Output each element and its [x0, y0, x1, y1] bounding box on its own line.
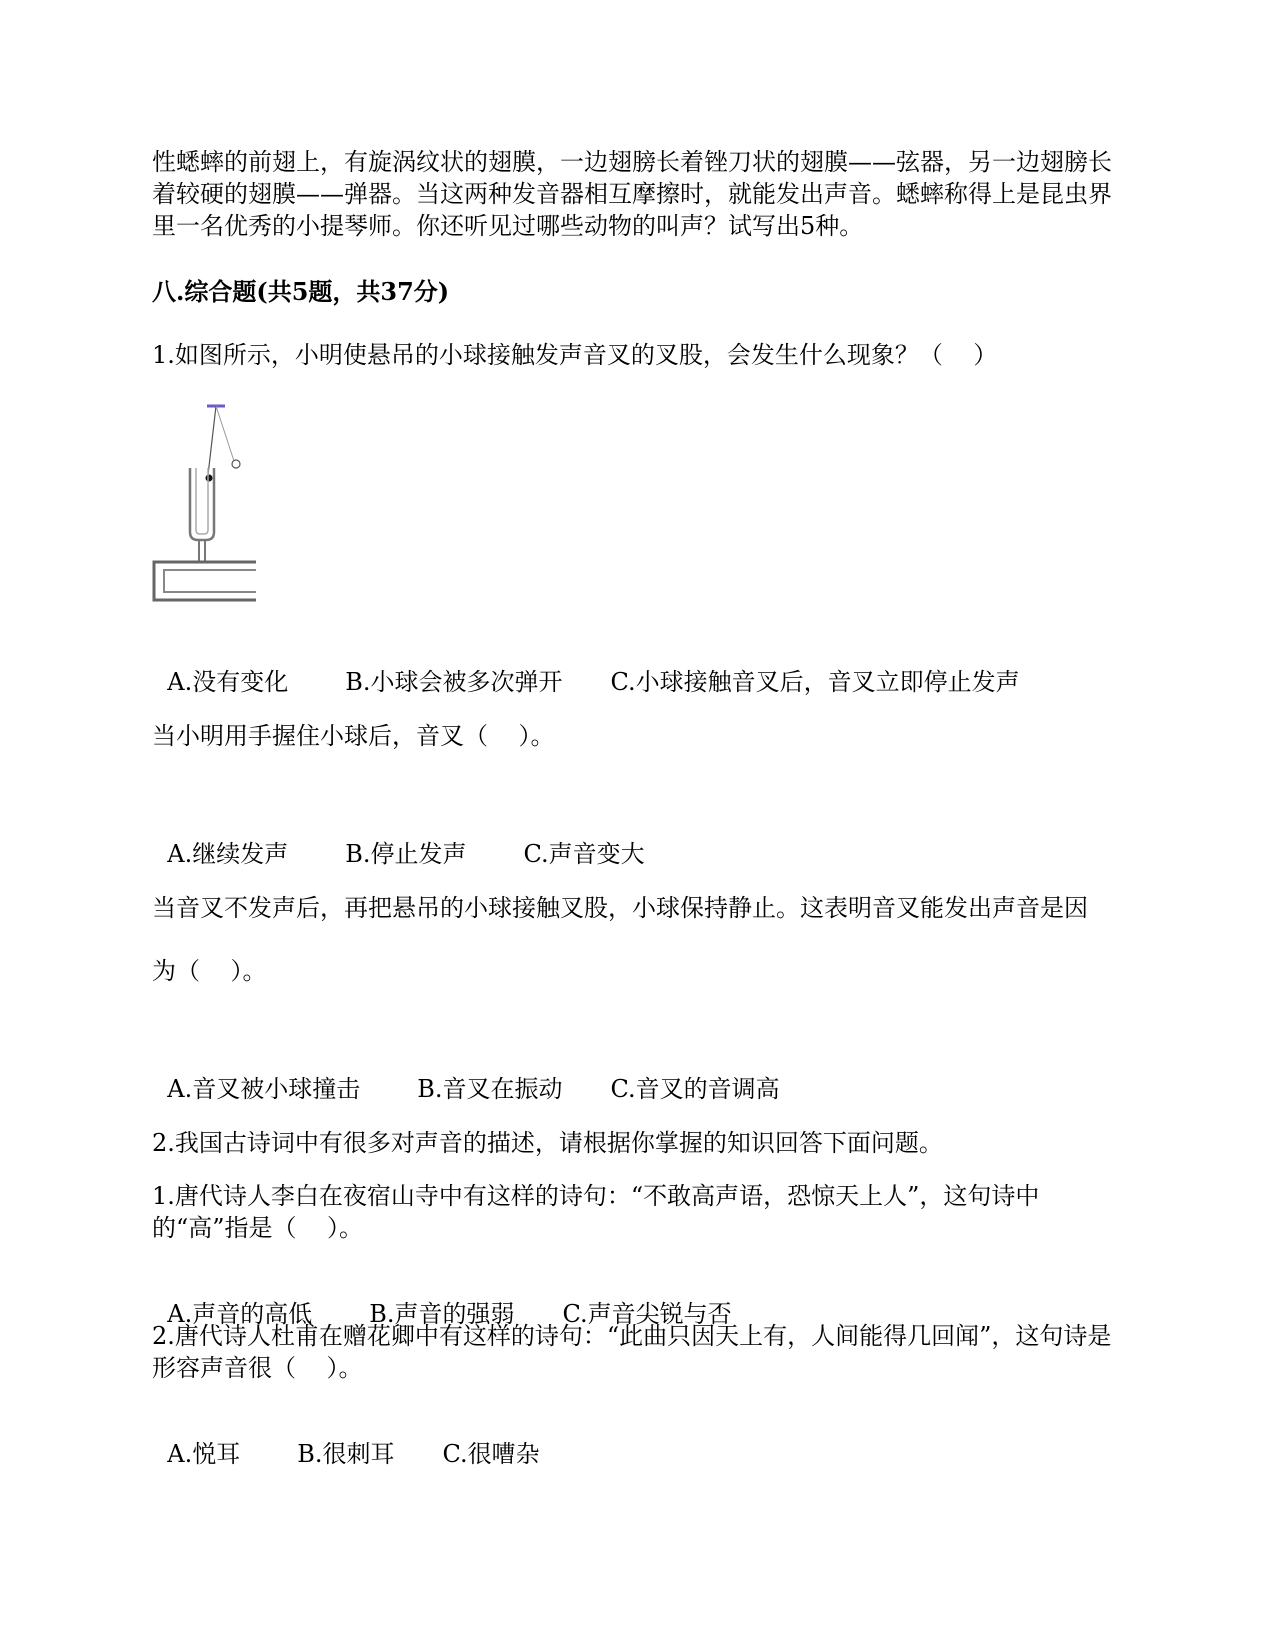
q1-option-c-b[interactable]: B.音叉在振动 [417, 1075, 563, 1103]
q2-sub2: 2.唐代诗人杜甫在赠花卿中有这样的诗句：“此曲只因天上有，人间能得几回闻”，这句诗是形容声音很（ ）。 [152, 1322, 1112, 1382]
q1-sub3-line2: 为（ ）。 [152, 957, 267, 985]
q1-option-b-c[interactable]: C.声音变大 [523, 840, 645, 868]
q1-sub2: 当小明用手握住小球后，音叉（ ）。 [152, 722, 555, 750]
q1-option-a-c[interactable]: C.小球接触音叉后，音叉立即停止发声 [610, 668, 1020, 696]
q2-sub2-option-b[interactable]: B.很刺耳 [297, 1440, 395, 1468]
q1-stem: 1.如图所示，小明使悬吊的小球接触发声音叉的叉股，会发生什么现象？（ ） [152, 341, 998, 369]
q2-stem: 2.我国古诗词中有很多对声音的描述，请根据你掌握的知识回答下面问题。 [152, 1129, 943, 1157]
tuning-fork-figure [152, 400, 262, 605]
q1-option-a-b[interactable]: B.小球会被多次弹开 [345, 668, 563, 696]
intro-paragraph: 性蟋蟀的前翅上，有旋涡纹状的翅膜，一边翅膀长着锉刀状的翅膜——弦器，另一边翅膀长着较硬的翅膜——弹器。当这两种发音器相互摩擦时，就能发出声音。蟋蟀称得上是昆虫界里一名优秀的小提琴师。你还听见过哪些动物的叫声？试写出5种。 [152, 148, 1112, 240]
q2-sub2-options [152, 1406, 1127, 1470]
q1-options-b [152, 806, 1127, 870]
q2-sub2-option-c[interactable]: C.很嘈杂 [442, 1440, 540, 1468]
q1-option-b-a[interactable]: A.继续发声 [167, 840, 289, 868]
q1-option-c-a[interactable]: A.音叉被小球撞击 [167, 1075, 361, 1103]
q1-options-a [152, 634, 1127, 698]
q2-sub1-option-a[interactable]: A.声音的高低 [167, 1300, 313, 1328]
q2-sub1-option-b[interactable]: B.声音的强弱 [369, 1300, 515, 1328]
q1-sub3-line1: 当音叉不发声后，再把悬吊的小球接触叉股，小球保持静止。这表明音叉能发出声音是因 [152, 894, 1088, 922]
section-heading: 八.综合题(共5题，共37分) [152, 277, 450, 306]
q2-sub1: 1.唐代诗人李白在夜宿山寺中有这样的诗句：“不敢高声语，恐惊天上人”，这句诗中的“高”指是（ ）。 [152, 1182, 1040, 1242]
q1-option-b-b[interactable]: B.停止发声 [345, 840, 467, 868]
q2-sub2-option-a[interactable]: A.悦耳 [167, 1440, 241, 1468]
q1-option-a-a[interactable]: A.没有变化 [167, 668, 289, 696]
q1-option-c-c[interactable]: C.音叉的音调高 [610, 1075, 780, 1103]
q1-options-c [152, 1041, 1127, 1105]
q2-sub1-option-c[interactable]: C.声音尖锐与否 [562, 1300, 732, 1328]
